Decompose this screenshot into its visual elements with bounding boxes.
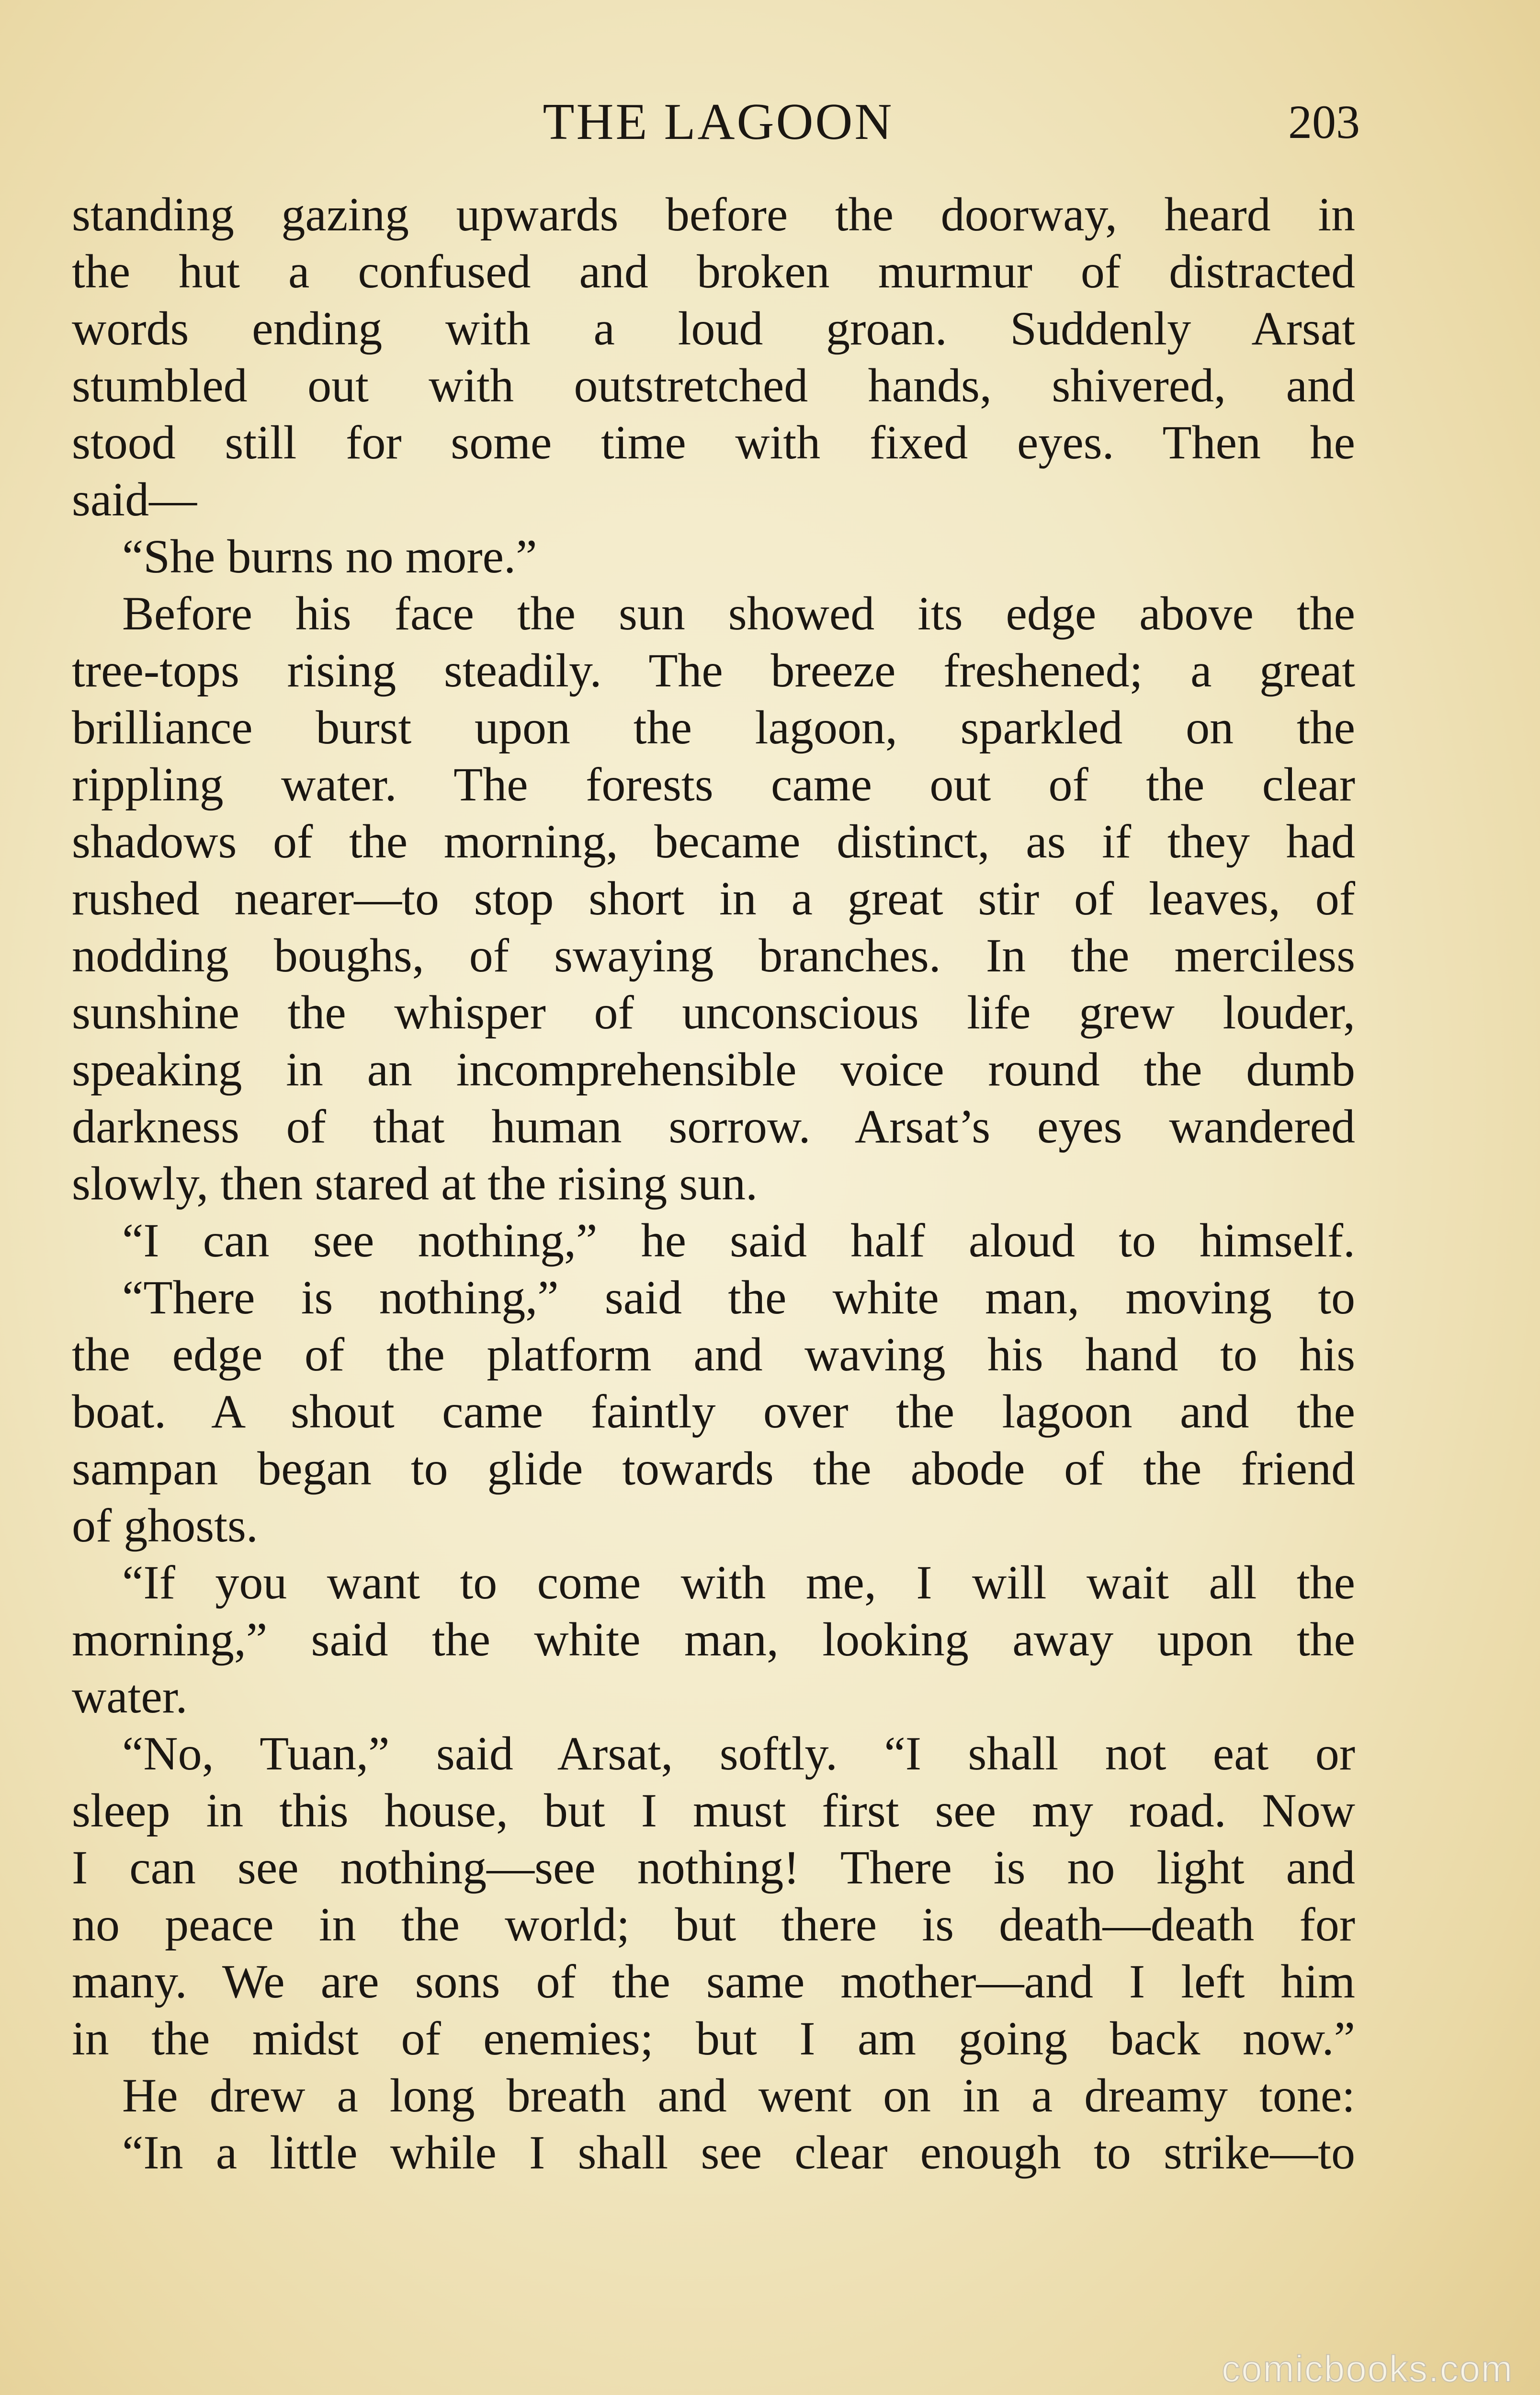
text-line: boat. A shout came faintly over the lagoon and the xyxy=(72,1385,1355,1438)
text-line: the hut a confused and broken murmur of distracted xyxy=(72,245,1355,298)
text-line: no peace in the world; but there is death—death for xyxy=(72,1898,1355,1951)
text-line: “She burns no more.” xyxy=(122,530,537,583)
text-line: nodding boughs, of swaying branches. In the merciless xyxy=(72,929,1355,982)
text-line: morning,” said the white man, looking away upon the xyxy=(72,1613,1355,1666)
text-line: shadows of the morning, became distinct, as if they had xyxy=(72,815,1355,868)
text-line: sunshine the whisper of unconscious life grew louder, xyxy=(72,986,1355,1039)
text-line: “No, Tuan,” said Arsat, softly. “I shall not eat or xyxy=(122,1727,1355,1780)
text-line: of ghosts. xyxy=(72,1499,258,1552)
text-line: He drew a long breath and went on in a dreamy tone: xyxy=(122,2069,1355,2122)
text-line: speaking in an incomprehensible voice round the dumb xyxy=(72,1043,1355,1096)
text-line: standing gazing upwards before the doorway, heard in xyxy=(72,188,1355,241)
body-text xyxy=(72,186,1355,2181)
text-line: “In a little while I shall see clear enough to strike—to xyxy=(122,2126,1355,2179)
watermark-text: comicbooks.com xyxy=(1222,2348,1513,2390)
text-line: “There is nothing,” said the white man, moving to xyxy=(122,1271,1355,1324)
text-line: stood still for some time with fixed eyes. Then he xyxy=(72,416,1355,469)
text-line: sampan began to glide towards the abode of the friend xyxy=(72,1442,1355,1495)
text-line: words ending with a loud groan. Suddenly Arsat xyxy=(72,302,1355,355)
page-title: THE LAGOON xyxy=(543,93,894,150)
text-line: stumbled out with outstretched hands, shivered, and xyxy=(72,359,1355,412)
text-line: said— xyxy=(72,473,197,526)
text-line: slowly, then stared at the rising sun. xyxy=(72,1157,758,1210)
text-line: the edge of the platform and waving his hand to his xyxy=(72,1328,1355,1381)
text-line: tree-tops rising steadily. The breeze freshened; a great xyxy=(72,644,1355,697)
text-line: darkness of that human sorrow. Arsat’s eyes wandered xyxy=(72,1100,1355,1153)
text-line: sleep in this house, but I must first see my road. Now xyxy=(72,1784,1355,1837)
text-line: rippling water. The forests came out of the clear xyxy=(72,758,1355,811)
text-line: water. xyxy=(72,1670,188,1723)
page-number: 203 xyxy=(1288,95,1360,148)
text-line: “If you want to come with me, I will wait all the xyxy=(122,1556,1355,1609)
text-line: Before his face the sun showed its edge above the xyxy=(122,587,1355,640)
text-line: I can see nothing—see nothing! There is no light and xyxy=(72,1841,1355,1894)
running-header xyxy=(0,91,1540,153)
text-line: rushed nearer—to stop short in a great stir of leaves, of xyxy=(72,872,1355,925)
text-line: in the midst of enemies; but I am going back now.” xyxy=(72,2012,1355,2065)
text-line: “I can see nothing,” he said half aloud to himself. xyxy=(122,1214,1355,1267)
text-line: many. We are sons of the same mother—and I left him xyxy=(72,1955,1355,2008)
text-line: brilliance burst upon the lagoon, sparkled on the xyxy=(72,701,1355,754)
